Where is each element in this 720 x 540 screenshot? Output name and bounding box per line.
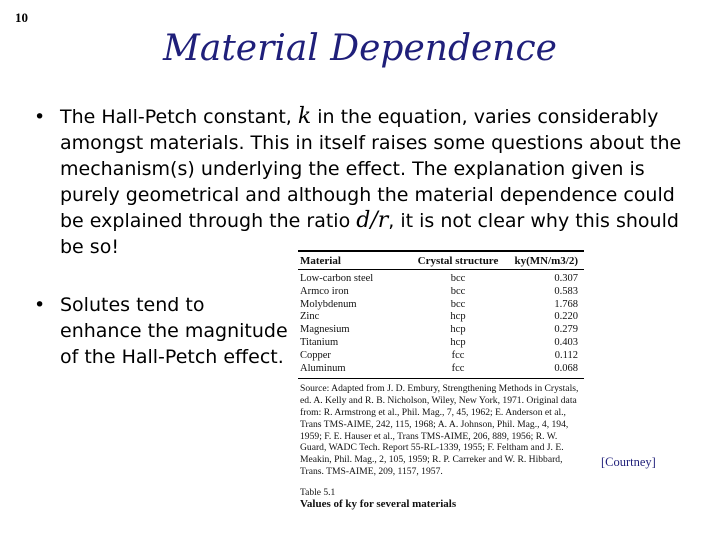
cell-structure: hcp <box>450 324 466 336</box>
cell-ky: 0.403 <box>554 336 578 348</box>
header-material: Material <box>300 255 341 267</box>
slide-title: Material Dependence <box>163 28 557 69</box>
bullet-hall-petch <box>34 104 700 260</box>
cell-ky: 0.583 <box>554 285 578 297</box>
bullet1-text-c: , it is not clear why this should be so! <box>60 210 679 258</box>
bullet-dot-icon: • <box>34 106 46 128</box>
table-caption: Values of ky for several materials <box>300 497 457 510</box>
cell-ky: 0.112 <box>554 349 578 361</box>
cell-material: Armco iron <box>300 285 349 297</box>
table-header-row <box>298 252 584 269</box>
cell-ky: 1.768 <box>554 298 578 310</box>
cell-material: Aluminum <box>300 362 346 374</box>
cell-structure: bcc <box>450 273 466 284</box>
bullet2-text: Solutes tend to enhance the magnitude of the Hall-Petch effect. <box>60 294 288 368</box>
table-row <box>298 299 584 312</box>
table-source-note: Source: Adapted from J. D. Embury, Strengthening Methods in Crystals, ed. A. Kelly and R. B. Nicholson, Wiley, New York, 1971. Original data from: R. Armstrong et al., Phil. Mag., 7, 45, 1962; E. Anderson et al., Trans TMS-AIME, 242, 115, 1968; A. A. Johnson, Phil. Mag., 4, 194, 1959; F. E. Hauser et al., Trans TMS-AIME, 206, 889, 1956; R. W. Guard, WADC Tech. Report 55-RL-1339, 1955; F. Feltham and J. E. Meakin, Phil. Mag., 2, 105, 1959; R. P. Carreker and W. R. Hibbard, Trans. TMS-AIME, 209, 1157, 1957. <box>300 383 579 477</box>
table-row <box>298 324 584 337</box>
cell-ky: 0.220 <box>554 311 578 323</box>
bullet1-k-symbol: k <box>297 104 312 129</box>
table-body <box>298 270 584 378</box>
cell-ky: 0.068 <box>554 362 578 374</box>
cell-material: Titanium <box>300 336 339 348</box>
table-row <box>298 337 584 350</box>
header-crystal-structure: Crystal structure <box>417 255 499 267</box>
citation-label: [Courtney] <box>601 455 656 469</box>
cell-material: Low-carbon steel <box>300 273 374 284</box>
bullet-dot-icon: • <box>34 294 46 316</box>
cell-material: Zinc <box>300 311 320 323</box>
table-row <box>298 286 584 299</box>
table-row <box>298 311 584 324</box>
table-row <box>298 350 584 363</box>
cell-structure: hcp <box>450 336 466 348</box>
table-row <box>298 273 584 286</box>
table-row <box>298 363 584 376</box>
bullet1-text-a: The Hall-Petch constant, <box>60 106 298 128</box>
cell-ky: 0.279 <box>554 324 578 336</box>
bullet-solutes <box>34 292 290 370</box>
cell-ky: 0.307 <box>554 273 578 284</box>
table-caption-label: Table 5.1 <box>300 487 336 498</box>
header-ky: ky(MN/m3/2) <box>514 255 578 267</box>
hall-petch-table <box>298 250 584 522</box>
cell-structure: bcc <box>450 298 466 310</box>
bullet1-ratio-symbol: d/r <box>356 208 389 233</box>
slide-number: 10 <box>15 10 28 25</box>
cell-structure: fcc <box>451 349 465 361</box>
cell-structure: fcc <box>451 362 465 374</box>
cell-structure: hcp <box>450 311 466 323</box>
cell-material: Magnesium <box>300 324 350 336</box>
bullet1-text-b: in the equation, varies considerably amongst materials. This in itself raises some questions about the mechanism(s) underlying the effect. The explanation given is purely geometrical and although the material dependence could be explained through the ratio <box>60 106 682 232</box>
cell-structure: bcc <box>450 285 466 297</box>
cell-material: Molybdenum <box>300 298 357 310</box>
cell-material: Copper <box>300 349 331 361</box>
